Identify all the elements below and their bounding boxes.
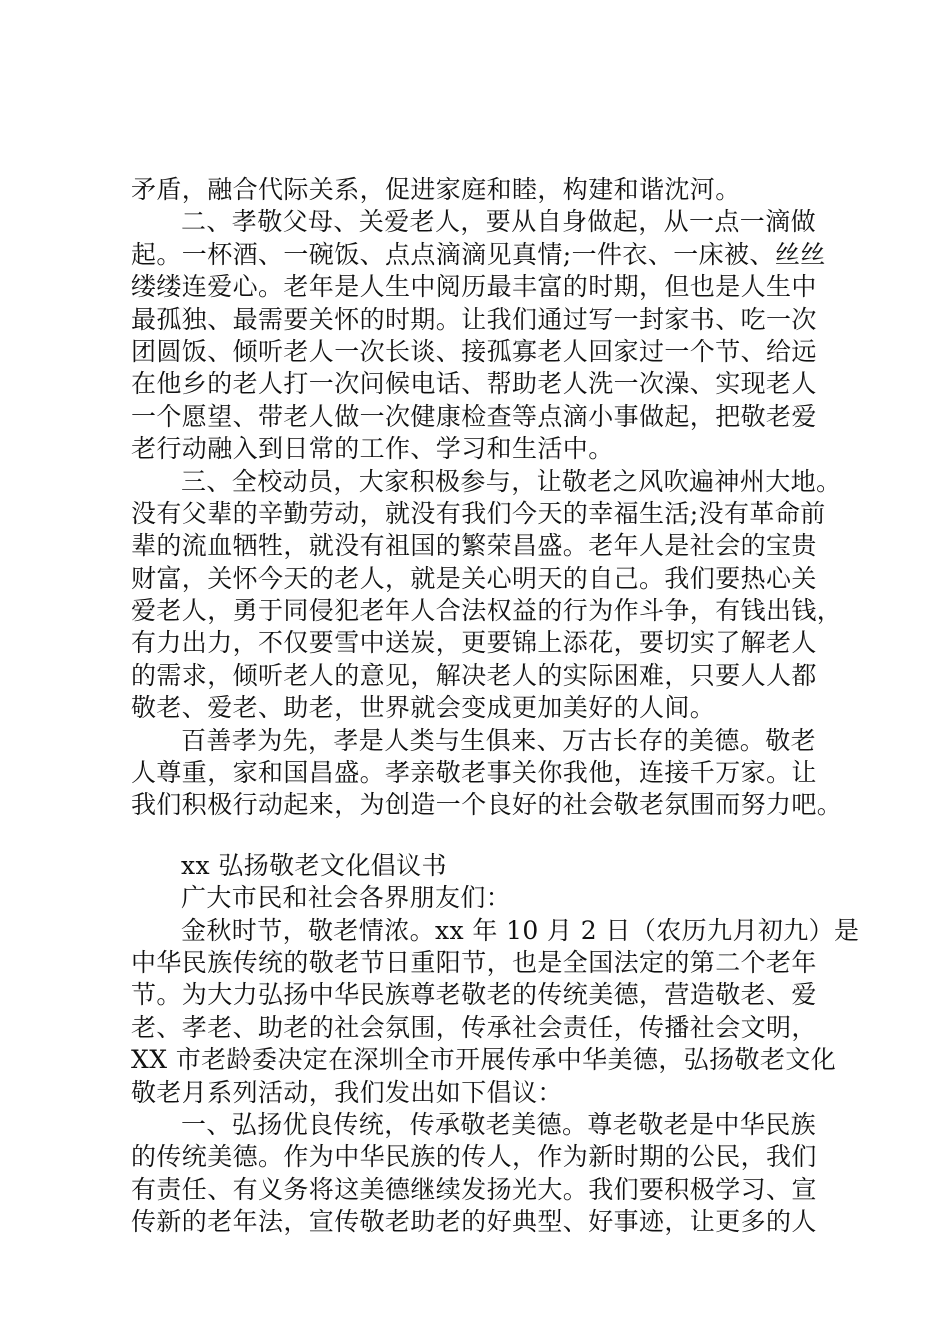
text-line: 百善孝为先，孝是人类与生俱来、万古长存的美德。敬老	[181, 725, 817, 755]
text-line: XX 市老龄委决定在深圳全市开展传承中华美德，弘扬敬老文化	[131, 1045, 837, 1075]
text-line: 起。一杯酒、一碗饭、点点滴滴见真情;一件衣、一床被、丝丝	[131, 239, 826, 269]
text-line: 财富，关怀今天的老人，就是关心明天的自己。我们要热心关	[131, 563, 817, 593]
text-line: 辈的流血牺牲，就没有祖国的繁荣昌盛。老年人是社会的宝贵	[131, 531, 817, 561]
text-line: 老、孝老、助老的社会氛围，传承社会责任，传播社会文明，	[131, 1012, 817, 1042]
text-line: 在他乡的老人打一次问候电话、帮助老人洗一次澡、实现老人	[131, 369, 817, 399]
text-line: 有力出力，不仅要雪中送炭，更要锦上添花，要切实了解老人	[131, 628, 817, 658]
text-line: 缕缕连爱心。老年是人生中阅历最丰富的时期，但也是人生中	[131, 272, 817, 302]
text-line: 我们积极行动起来，为创造一个良好的社会敬老氛围而努力吧。	[131, 790, 843, 820]
text-line: xx 弘扬敬老文化倡议书	[181, 850, 447, 880]
text-line: 的传统美德。作为中华民族的传人，作为新时期的公民，我们	[131, 1142, 817, 1172]
text-line: 人尊重，家和国昌盛。孝亲敬老事关你我他，连接千万家。让	[131, 758, 817, 788]
text-line: 敬老、爱老、助老，世界就会变成更加美好的人间。	[131, 693, 716, 723]
text-line: 爱老人，勇于同侵犯老年人合法权益的行为作斗争，有钱出钱，	[131, 596, 843, 626]
text-line: 的需求，倾听老人的意见，解决老人的实际困难，只要人人都	[131, 660, 817, 690]
text-line: 一、弘扬优良传统，传承敬老美德。尊老敬老是中华民族	[181, 1109, 817, 1139]
text-line: 有责任、有义务将这美德继续发扬光大。我们要积极学习、宣	[131, 1174, 817, 1204]
text-line: 中华民族传统的敬老节日重阳节，也是全国法定的第二个老年	[131, 947, 817, 977]
text-line: 广大市民和社会各界朋友们：	[181, 883, 512, 913]
text-line: 三、全校动员，大家积极参与，让敬老之风吹遍神州大地。	[181, 466, 842, 496]
text-line: 矛盾，融合代际关系，促进家庭和睦，构建和谐沈河。	[131, 175, 741, 204]
text-line: 最孤独、最需要关怀的时期。让我们通过写一封家书、吃一次	[131, 304, 817, 334]
text-line: 没有父辈的辛勤劳动，就没有我们今天的幸福生活;没有革命前	[131, 498, 826, 528]
text-line: 传新的老年法，宣传敬老助老的好典型、好事迹，让更多的人	[131, 1207, 817, 1237]
text-line: 老行动融入到日常的工作、学习和生活中。	[131, 434, 614, 464]
text-line: 节。为大力弘扬中华民族尊老敬老的传统美德，营造敬老、爱	[131, 980, 817, 1010]
text-line: 二、孝敬父母、关爱老人，要从自身做起，从一点一滴做	[181, 207, 817, 237]
document-body	[131, 174, 860, 1239]
text-line: 敬老月系列活动，我们发出如下倡议：	[131, 1077, 563, 1107]
text-line: 金秋时节，敬老情浓。xx 年 10 月 2 日（农历九月初九）是	[181, 915, 860, 945]
text-line: 一个愿望、带老人做一次健康检查等点滴小事做起，把敬老爱	[131, 401, 817, 431]
paragraph-gap	[131, 822, 851, 850]
text-line: 团圆饭、倾听老人一次长谈、接孤寡老人回家过一个节、给远	[131, 336, 817, 366]
